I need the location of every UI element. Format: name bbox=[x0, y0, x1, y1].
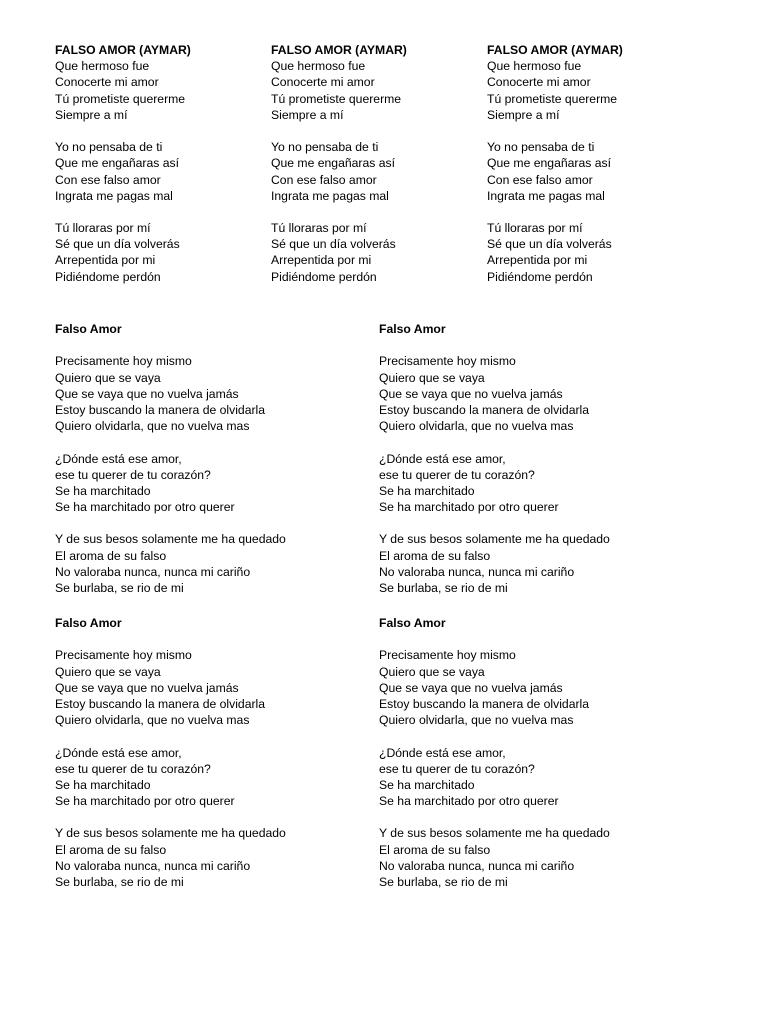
lyric-line: Quiero que se vaya bbox=[55, 664, 161, 679]
lyric-line: Que hermoso fue bbox=[271, 59, 366, 74]
lyric-line: Conocerte mi amor bbox=[55, 75, 159, 90]
lyric-line: Yo no pensaba de ti bbox=[55, 140, 163, 155]
song-title: Falso Amor bbox=[55, 616, 122, 630]
lyric-line: Con ese falso amor bbox=[487, 172, 593, 187]
lyric-line: Y de sus besos solamente me ha quedado bbox=[379, 532, 610, 547]
lyric-line: ese tu querer de tu corazón? bbox=[55, 467, 211, 482]
lyrics-block-aymar-3 bbox=[487, 42, 623, 285]
lyric-line: Precisamente hoy mismo bbox=[379, 354, 516, 369]
lyric-line: Siempre a mí bbox=[271, 107, 344, 122]
stanza-gap bbox=[379, 631, 610, 647]
lyric-line: Tú lloraras por mí bbox=[55, 221, 151, 236]
lyric-line: Que se vaya que no vuelva jamás bbox=[55, 386, 239, 401]
stanza-gap bbox=[55, 631, 286, 647]
lyric-line: Arrepentida por mi bbox=[271, 253, 372, 268]
lyric-line: Se burlaba, se rio de mi bbox=[379, 581, 508, 596]
lyric-line: Se ha marchitado bbox=[379, 777, 475, 792]
lyric-line: Que se vaya que no vuelva jamás bbox=[379, 680, 563, 695]
song-title: Falso Amor bbox=[379, 322, 446, 336]
lyric-line: El aroma de su falso bbox=[379, 548, 491, 563]
lyric-line: ¿Dónde está ese amor, bbox=[55, 451, 182, 466]
lyric-line: ese tu querer de tu corazón? bbox=[379, 761, 535, 776]
lyric-line: Ingrata me pagas mal bbox=[271, 188, 389, 203]
lyric-line: Ingrata me pagas mal bbox=[55, 188, 173, 203]
lyrics-block-falso-4 bbox=[379, 615, 610, 890]
stanza-gap bbox=[55, 515, 286, 531]
lyric-line: Con ese falso amor bbox=[271, 172, 377, 187]
lyric-line: El aroma de su falso bbox=[55, 842, 167, 857]
lyric-line: Que me engañaras así bbox=[55, 156, 179, 171]
lyric-line: Ingrata me pagas mal bbox=[487, 188, 605, 203]
lyric-line: Que hermoso fue bbox=[487, 59, 582, 74]
lyrics-block-falso-1 bbox=[55, 321, 286, 596]
lyric-line: Precisamente hoy mismo bbox=[55, 354, 192, 369]
lyric-line: Que se vaya que no vuelva jamás bbox=[379, 386, 563, 401]
lyric-line: Se ha marchitado bbox=[55, 777, 151, 792]
lyric-line: ese tu querer de tu corazón? bbox=[55, 761, 211, 776]
lyric-line: Conocerte mi amor bbox=[487, 75, 591, 90]
lyric-line: El aroma de su falso bbox=[55, 548, 167, 563]
lyric-line: Que me engañaras así bbox=[271, 156, 395, 171]
stanza-gap bbox=[379, 515, 610, 531]
lyrics-block-aymar-2 bbox=[271, 42, 407, 285]
lyric-line: Pidiéndome perdón bbox=[55, 269, 161, 284]
lyric-line: No valoraba nunca, nunca mi cariño bbox=[379, 564, 575, 579]
stanza-gap bbox=[379, 728, 610, 744]
stanza-gap bbox=[55, 337, 286, 353]
lyric-line: Siempre a mí bbox=[487, 107, 560, 122]
lyric-line: Arrepentida por mi bbox=[487, 253, 588, 268]
stanza-gap bbox=[55, 728, 286, 744]
lyric-line: Tú prometiste quererme bbox=[55, 91, 186, 106]
lyric-line: Conocerte mi amor bbox=[271, 75, 375, 90]
lyric-line: Tú prometiste quererme bbox=[271, 91, 402, 106]
lyric-line: Yo no pensaba de ti bbox=[487, 140, 595, 155]
lyric-line: Se ha marchitado bbox=[379, 483, 475, 498]
lyric-line: Yo no pensaba de ti bbox=[271, 140, 379, 155]
lyric-line: Que me engañaras así bbox=[487, 156, 611, 171]
song-title: FALSO AMOR (AYMAR) bbox=[487, 43, 623, 57]
stanza-gap bbox=[379, 434, 610, 450]
lyric-line: Arrepentida por mi bbox=[55, 253, 156, 268]
lyric-line: Se burlaba, se rio de mi bbox=[55, 581, 184, 596]
lyric-line: Tú lloraras por mí bbox=[487, 221, 583, 236]
lyric-line: Quiero olvidarla, que no vuelva mas bbox=[379, 419, 574, 434]
lyric-line: Pidiéndome perdón bbox=[487, 269, 593, 284]
stanza-gap bbox=[55, 123, 191, 139]
lyric-line: Sé que un día volverás bbox=[271, 237, 396, 252]
stanza-gap bbox=[379, 809, 610, 825]
stanza-gap bbox=[487, 204, 623, 220]
lyric-line: Se ha marchitado bbox=[55, 483, 151, 498]
lyric-line: Siempre a mí bbox=[55, 107, 128, 122]
stanza-gap bbox=[271, 204, 407, 220]
lyric-line: Quiero olvidarla, que no vuelva mas bbox=[379, 713, 574, 728]
song-title: Falso Amor bbox=[55, 322, 122, 336]
lyric-line: Estoy buscando la manera de olvidarla bbox=[55, 402, 266, 417]
lyric-line: Precisamente hoy mismo bbox=[379, 648, 516, 663]
lyric-line: Tú prometiste quererme bbox=[487, 91, 618, 106]
stanza-gap bbox=[55, 809, 286, 825]
stanza-gap bbox=[379, 337, 610, 353]
song-title: FALSO AMOR (AYMAR) bbox=[55, 43, 191, 57]
lyric-line: Se ha marchitado por otro querer bbox=[55, 794, 235, 809]
lyric-line: Estoy buscando la manera de olvidarla bbox=[379, 402, 590, 417]
lyric-line: Se ha marchitado por otro querer bbox=[379, 794, 559, 809]
song-title: Falso Amor bbox=[379, 616, 446, 630]
lyric-line: Se burlaba, se rio de mi bbox=[379, 875, 508, 890]
lyric-line: Quiero que se vaya bbox=[379, 664, 485, 679]
lyric-line: Quiero olvidarla, que no vuelva mas bbox=[55, 713, 250, 728]
song-title: FALSO AMOR (AYMAR) bbox=[271, 43, 407, 57]
lyric-line: Y de sus besos solamente me ha quedado bbox=[55, 826, 286, 841]
lyric-line: No valoraba nunca, nunca mi cariño bbox=[379, 858, 575, 873]
stanza-gap bbox=[487, 123, 623, 139]
lyrics-block-falso-2 bbox=[379, 321, 610, 596]
lyric-line: No valoraba nunca, nunca mi cariño bbox=[55, 564, 251, 579]
lyric-line: Precisamente hoy mismo bbox=[55, 648, 192, 663]
lyric-line: Que se vaya que no vuelva jamás bbox=[55, 680, 239, 695]
lyric-line: Estoy buscando la manera de olvidarla bbox=[55, 696, 266, 711]
lyric-line: ¿Dónde está ese amor, bbox=[379, 745, 506, 760]
lyric-line: ese tu querer de tu corazón? bbox=[379, 467, 535, 482]
lyric-line: Sé que un día volverás bbox=[487, 237, 612, 252]
lyric-line: Que hermoso fue bbox=[55, 59, 150, 74]
lyrics-block-aymar-1 bbox=[55, 42, 191, 285]
lyric-line: Y de sus besos solamente me ha quedado bbox=[55, 532, 286, 547]
lyric-line: Y de sus besos solamente me ha quedado bbox=[379, 826, 610, 841]
lyrics-block-falso-3 bbox=[55, 615, 286, 890]
lyric-line: No valoraba nunca, nunca mi cariño bbox=[55, 858, 251, 873]
stanza-gap bbox=[55, 204, 191, 220]
lyric-line: Tú lloraras por mí bbox=[271, 221, 367, 236]
stanza-gap bbox=[55, 434, 286, 450]
lyric-line: Quiero olvidarla, que no vuelva mas bbox=[55, 419, 250, 434]
lyric-line: Pidiéndome perdón bbox=[271, 269, 377, 284]
lyric-line: ¿Dónde está ese amor, bbox=[379, 451, 506, 466]
lyric-line: ¿Dónde está ese amor, bbox=[55, 745, 182, 760]
lyric-line: Se ha marchitado por otro querer bbox=[55, 500, 235, 515]
lyric-line: Se burlaba, se rio de mi bbox=[55, 875, 184, 890]
lyric-line: Con ese falso amor bbox=[55, 172, 161, 187]
lyric-line: Quiero que se vaya bbox=[55, 370, 161, 385]
lyric-line: El aroma de su falso bbox=[379, 842, 491, 857]
lyric-line: Estoy buscando la manera de olvidarla bbox=[379, 696, 590, 711]
lyric-line: Quiero que se vaya bbox=[379, 370, 485, 385]
lyric-line: Sé que un día volverás bbox=[55, 237, 180, 252]
lyric-line: Se ha marchitado por otro querer bbox=[379, 500, 559, 515]
stanza-gap bbox=[271, 123, 407, 139]
